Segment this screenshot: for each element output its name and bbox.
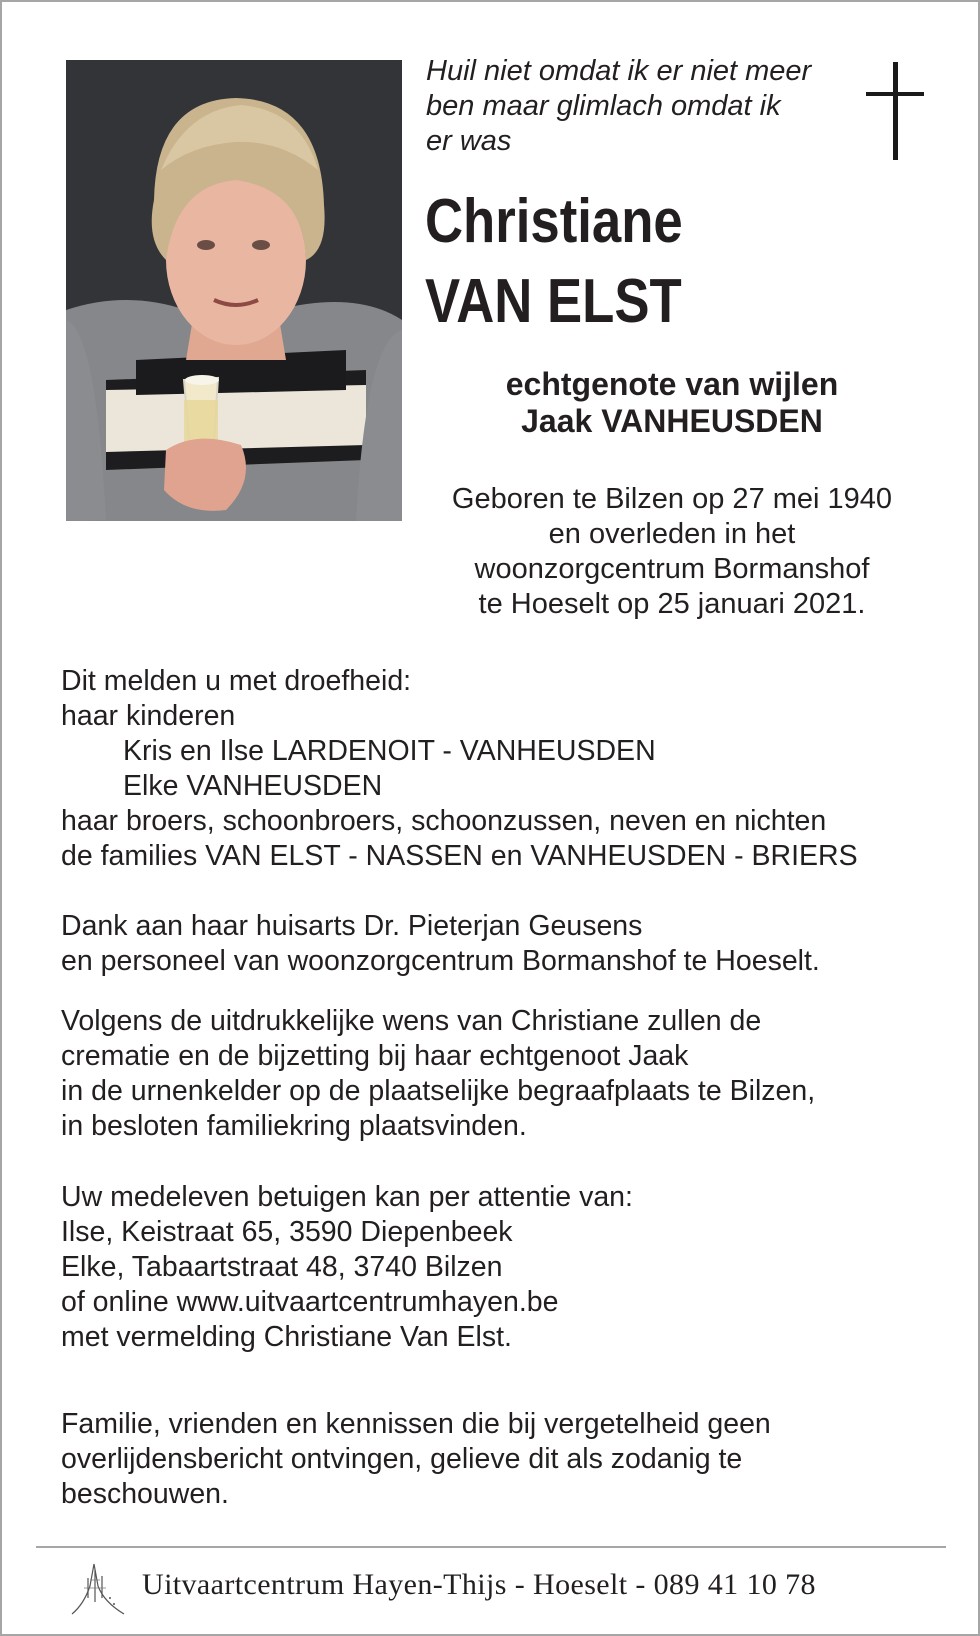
child-name: Kris en Ilse LARDENOIT - VANHEUSDEN	[123, 735, 656, 767]
birth-line: Geboren te Bilzen op 27 mei 1940	[451, 483, 893, 515]
notice-line: Familie, vrienden en kennissen die bij vergetelheid geen	[61, 1408, 771, 1440]
notice-line: overlijdensbericht ontvingen, gelieve dit als zodanig te	[61, 1443, 743, 1475]
announcement-line: de families VAN ELST - NASSEN en VANHEUSDEN - BRIERS	[61, 840, 858, 872]
condolences-line: Ilse, Keistraat 65, 3590 Diepenbeek	[61, 1216, 513, 1248]
condolences-line: of online www.uitvaartcentrumhayen.be	[61, 1286, 559, 1318]
notice-line: beschouwen.	[61, 1478, 229, 1510]
wishes-line: in besloten familiekring plaatsvinden.	[61, 1110, 527, 1142]
first-name: Christiane	[425, 187, 683, 256]
wishes-line: in de urnenkelder op de plaatselijke begraafplaats te Bilzen,	[61, 1075, 816, 1107]
condolences-line: Elke, Tabaartstraat 48, 3740 Bilzen	[61, 1251, 503, 1283]
birth-death-info	[422, 482, 922, 622]
condolences-line: Uw medeleven betuigen kan per attentie van:	[61, 1181, 633, 1213]
spouse-name: Jaak VANHEUSDEN	[521, 403, 823, 439]
announcement-paragraph	[61, 664, 858, 874]
cross-icon	[866, 62, 926, 162]
wishes-paragraph	[61, 1004, 815, 1144]
condolences-line: met vermelding Christiane Van Elst.	[61, 1321, 512, 1353]
deceased-name	[425, 182, 683, 342]
thanks-paragraph	[61, 909, 820, 979]
motto-quote	[426, 54, 836, 159]
funeral-home-logo-icon	[70, 1558, 126, 1616]
wishes-line: Volgens de uitdrukkelijke wens van Christiane zullen de	[61, 1005, 762, 1037]
announcement-line: Dit melden u met droefheid:	[61, 665, 412, 697]
footer-divider	[36, 1546, 946, 1548]
spouse-relation: echtgenote van wijlen	[505, 366, 839, 402]
notice-paragraph	[61, 1407, 771, 1512]
motto-line: ben maar glimlach omdat ik	[426, 90, 781, 122]
spouse-info	[432, 366, 912, 440]
funeral-home-info: Uitvaartcentrum Hayen-Thijs - Hoeselt - 089 41 10 78	[142, 1568, 816, 1601]
announcement-line: haar broers, schoonbroers, schoonzussen, neven en nichten	[61, 805, 827, 837]
last-name: VAN ELST	[425, 267, 682, 336]
motto-line: er was	[426, 125, 512, 157]
announcement-line: haar kinderen	[61, 700, 236, 732]
portrait-photo	[66, 60, 402, 521]
thanks-line: en personeel van woonzorgcentrum Bormanshof te Hoeselt.	[61, 945, 820, 977]
death-line: en overleden in het	[548, 518, 796, 550]
child-name: Elke VANHEUSDEN	[123, 770, 383, 802]
condolences-paragraph	[61, 1180, 633, 1355]
wishes-line: crematie en de bijzetting bij haar echtgenoot Jaak	[61, 1040, 689, 1072]
thanks-line: Dank aan haar huisarts Dr. Pieterjan Geusens	[61, 910, 643, 942]
motto-line: Huil niet omdat ik er niet meer	[426, 55, 812, 87]
death-line: woonzorgcentrum Bormanshof	[474, 553, 870, 585]
death-line: te Hoeselt op 25 januari 2021.	[478, 588, 866, 620]
